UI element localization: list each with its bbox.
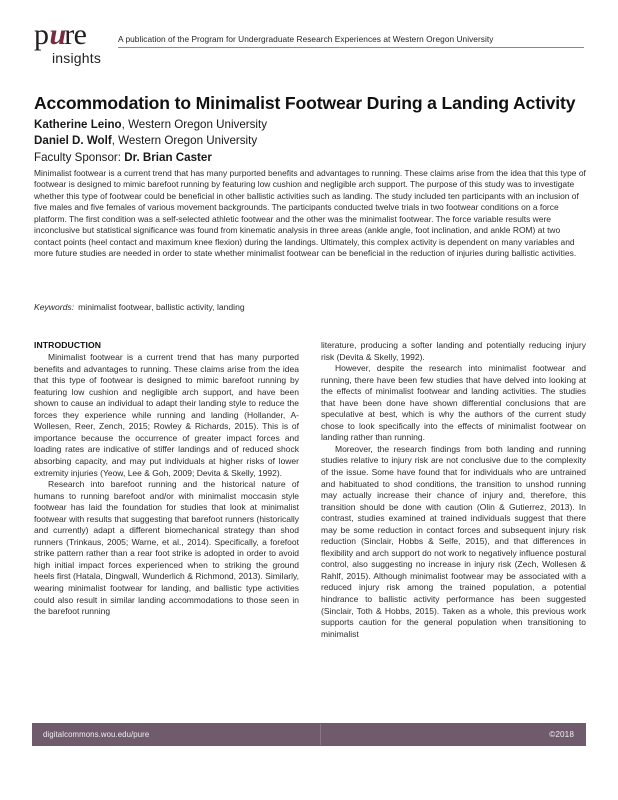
paragraph: However, despite the research into minimalist footwear and running, there have been few studies that have delved into looking at the effects of minimalist footwear and landing activities. The studies that have been done have shown differential conclusions that are speculative at best, which is why the authors of the current study chose to look specifically into the effects of minimalist footwear on landing rather than running. (321, 363, 586, 443)
abstract-text: Minimalist footwear is a current trend that has many purported benefits and advantages to running. These claims arise from the idea that this type of footwear is designed to mimic barefoot running by featuring low cushion and negligible arch support. The purpose of this study was to investigate whether this type of footwear could be beneficial in other ballistic activities such as landing. The study included ten participants with an inclusion of five males and five females of various movement backgrounds. The participants conducted twelve trials in two footwear conditions on a force platform. The first condition was a self-selected athletic footwear and the other was the minimalist footwear. The force variable results were inconclusive but statistical significance was found from kinematic analysis in three areas (ankle angle, foot inclination, and ankle ROM) at two contact points (heel contact and maximum knee flexion) during the landings. Ultimately, this complex activity is dependent on many variables and more future studies are needed in order to state whether minimalist footwear can be beneficial in the reduction of injuries during ballistic activities. (34, 168, 586, 259)
logo-subtitle: insights (52, 50, 102, 66)
body-columns (34, 340, 586, 712)
footer-url[interactable]: digitalcommons.wou.edu/pure (43, 730, 150, 739)
paragraph: Moreover, the research findings from both landing and running studies relative to injury risk are not conclusive due to the complexity of the issue. Some have found that for individuals who are untrained and habituated to shod conditions, the transition to unshod running may actually increase their chance of injury and, therefore, this transition should be done with caution (Olin & Gutierrez, 2013). In contrast, studies examined at trained individuals suggest that there may be some reduction in contact forces and subsequent injury risk reduction (Sinclair, Hobbs & Selfe, 2015), and that differences in flexibility and arch support do not work to negatively influence postural control, also suggesting no increase in injury risk (Zech, Wollesen & Rahlf, 2015). Although minimalist footwear may be associated with a reduced injury risk among the trained population, a potential hindrance to ballistic activity performance has been suggested (Sinclair, Toth & Hobbs, 2015). Taken as a whole, this previous work supports caution for the general population when transitioning to minimalist (321, 443, 586, 639)
faculty-sponsor-label: Faculty Sponsor: (34, 150, 125, 164)
copyright-icon: © (549, 730, 556, 739)
paragraph: Minimalist footwear is a current trend that has many purported benefits and advantages to running. These claims arise from the idea that this type of footwear is designed to mimic barefoot running by featuring low cushion and negligible arch support, and have been shown to cause an individual to adapt their landing style to reduce the forces they experience while running and landing (Hollander, A-Wollesen, Reer, Zench, 2015; Rowley & Richards, 2015). This is of importance because the occurrence of greater impact forces and loading rates are indicative of stiffer landings and of reduced shock absorbing capacity, and may put individuals at higher risks of lower extremity injuries (Yeow, Lee & Goh, 2009; Devita & Skelly, 1992). (34, 352, 299, 478)
page-title: Accommodation to Minimalist Footwear During a Landing Activity (34, 92, 576, 113)
footer-copyright (549, 730, 586, 739)
keywords-values: minimalist footwear, ballistic activity, landing (78, 302, 245, 312)
pure-insights-logo (34, 18, 112, 72)
logo-accent-u: u (49, 18, 64, 51)
page-footer (32, 723, 586, 746)
author-line-2 (34, 133, 514, 149)
author-affiliation-1: , Western Oregon University (121, 118, 268, 131)
copyright-year: 2018 (555, 730, 574, 739)
logo-wordmark (34, 20, 87, 50)
faculty-sponsor-name: Dr. Brian Caster (124, 150, 212, 164)
masthead-divider (118, 47, 584, 48)
author-block (34, 117, 514, 166)
right-column (321, 340, 586, 712)
logo-part-re: re (64, 18, 87, 51)
author-affiliation-2: , Western Oregon University (111, 134, 258, 148)
left-column (34, 340, 299, 712)
keywords-label: Keywords: (34, 302, 75, 312)
faculty-sponsor-line (34, 150, 514, 166)
author-name-2: Daniel D. Wolf (34, 134, 112, 148)
section-heading-introduction: INTRODUCTION (34, 340, 102, 350)
logo-part-p: p (34, 18, 49, 51)
footer-divider (320, 724, 321, 745)
author-name-1: Katherine Leino (34, 118, 122, 131)
author-line-1 (34, 117, 514, 133)
keywords-line (34, 302, 554, 312)
paragraph: literature, producing a softer landing and potentially reducing injury risk (Devita & Skelly, 1992). (321, 340, 586, 362)
masthead (34, 18, 584, 74)
paragraph: Research into barefoot running and the historical nature of humans to running barefoot and/or with minimalist moccasin style footwear has laid the foundation for studies that look at minimalist footwear with results that suggesting that barefoot runners (historically and currently) adapt a different biomechanical strategy than shod runners (Trinkaus, 2005; Warne, et al., 2014). Specifically, a forefoot strike pattern rather than a rear foot strike is adopted in order to avoid high initial impact forces experienced when to striking the ground heels first (Hatala, Dingwall, Wunderlich & Richmond, 2013). Similarly, wearing minimalist footwear for landing, and ballistic type activities could also result in similar landing accommodations to those seen in the barefoot running (34, 479, 299, 617)
masthead-tagline: A publication of the Program for Undergraduate Research Experiences at Western Oregon University (118, 34, 494, 44)
